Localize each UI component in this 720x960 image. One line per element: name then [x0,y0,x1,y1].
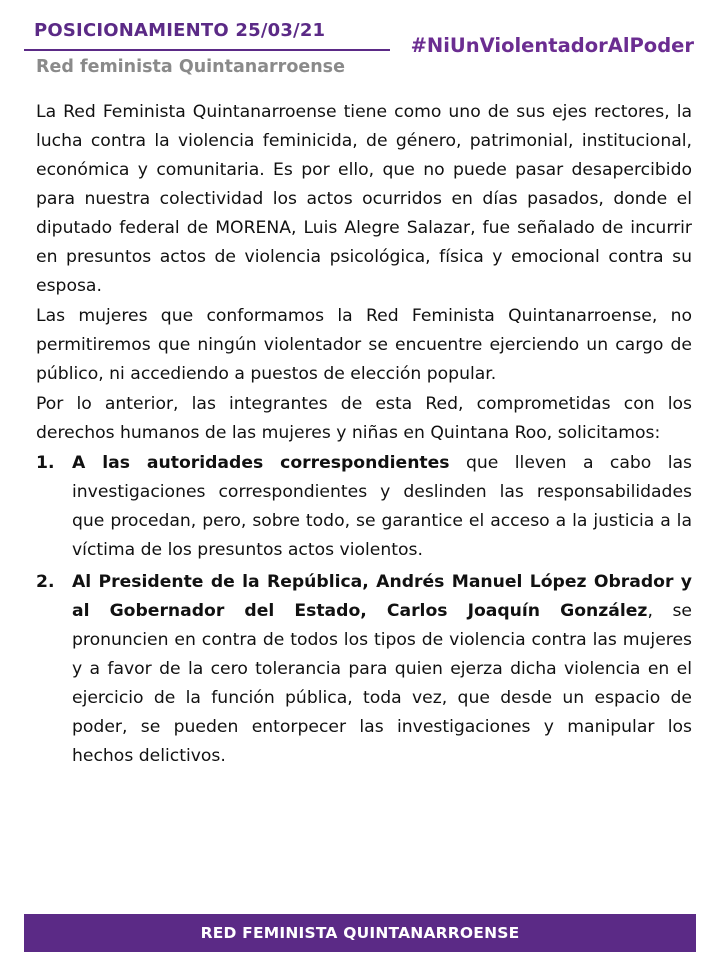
list-item [36,449,692,565]
list-number: 2. [36,572,55,592]
list-item-bold: A las autoridades correspondientes [72,453,450,473]
header-title: POSICIONAMIENTO 25/03/21 [34,20,326,41]
list-number: 1. [36,453,55,473]
document-body [36,98,692,774]
paragraph-2: Las mujeres que conformamos la Red Feminista Quintanarroense, no permitiremos que ningún violentador se encuentre ejerciendo un cargo de público, ni accediendo a puestos de elección popular. [36,306,692,384]
header-subtitle: Red feminista Quintanarroense [36,57,345,77]
list-item-text: , se pronuncien en contra de todos los tipos de violencia contra las mujeres y a favor de la cero tolerancia para quien ejerza dicha violencia en el ejercicio de la función pública, toda vez, que desde un espacio de poder, se pueden entorpecer las investigaciones y manipular los hechos delictivos. [72,601,692,766]
list-item-text: que lleven a cabo las investigaciones correspondientes y deslinden las responsabilidades que procedan, pero, sobre todo, se garantice el acceso a la justicia a la víctima de los presuntos actos violentos. [72,453,692,560]
footer-bar: RED FEMINISTA QUINTANARROENSE [24,914,696,952]
hashtag: #NiUnViolentadorAlPoder [410,34,694,57]
list-item-bold: Al Presidente de la República, Andrés Manuel López Obrador y al Gobernador del Estado, Carlos Joaquín González [72,572,692,621]
paragraph-3: Por lo anterior, las integrantes de esta Red, comprometidas con los derechos humanos de las mujeres y niñas en Quintana Roo, solicitamos: [36,394,692,443]
request-list [36,449,692,771]
header-divider [24,49,390,51]
paragraph-1: La Red Feminista Quintanarroense tiene como uno de sus ejes rectores, la lucha contra la violencia feminicida, de género, patrimonial, institucional, económica y comunitaria. Es por ello, que no puede pasar desapercibido para nuestra colectividad los actos ocurridos en días pasados, donde el diputado federal de MORENA, Luis Alegre Salazar, fue señalado de incurrir en presuntos actos de violencia psicológica, física y emocional contra su esposa. [36,102,692,296]
list-item [36,568,692,771]
